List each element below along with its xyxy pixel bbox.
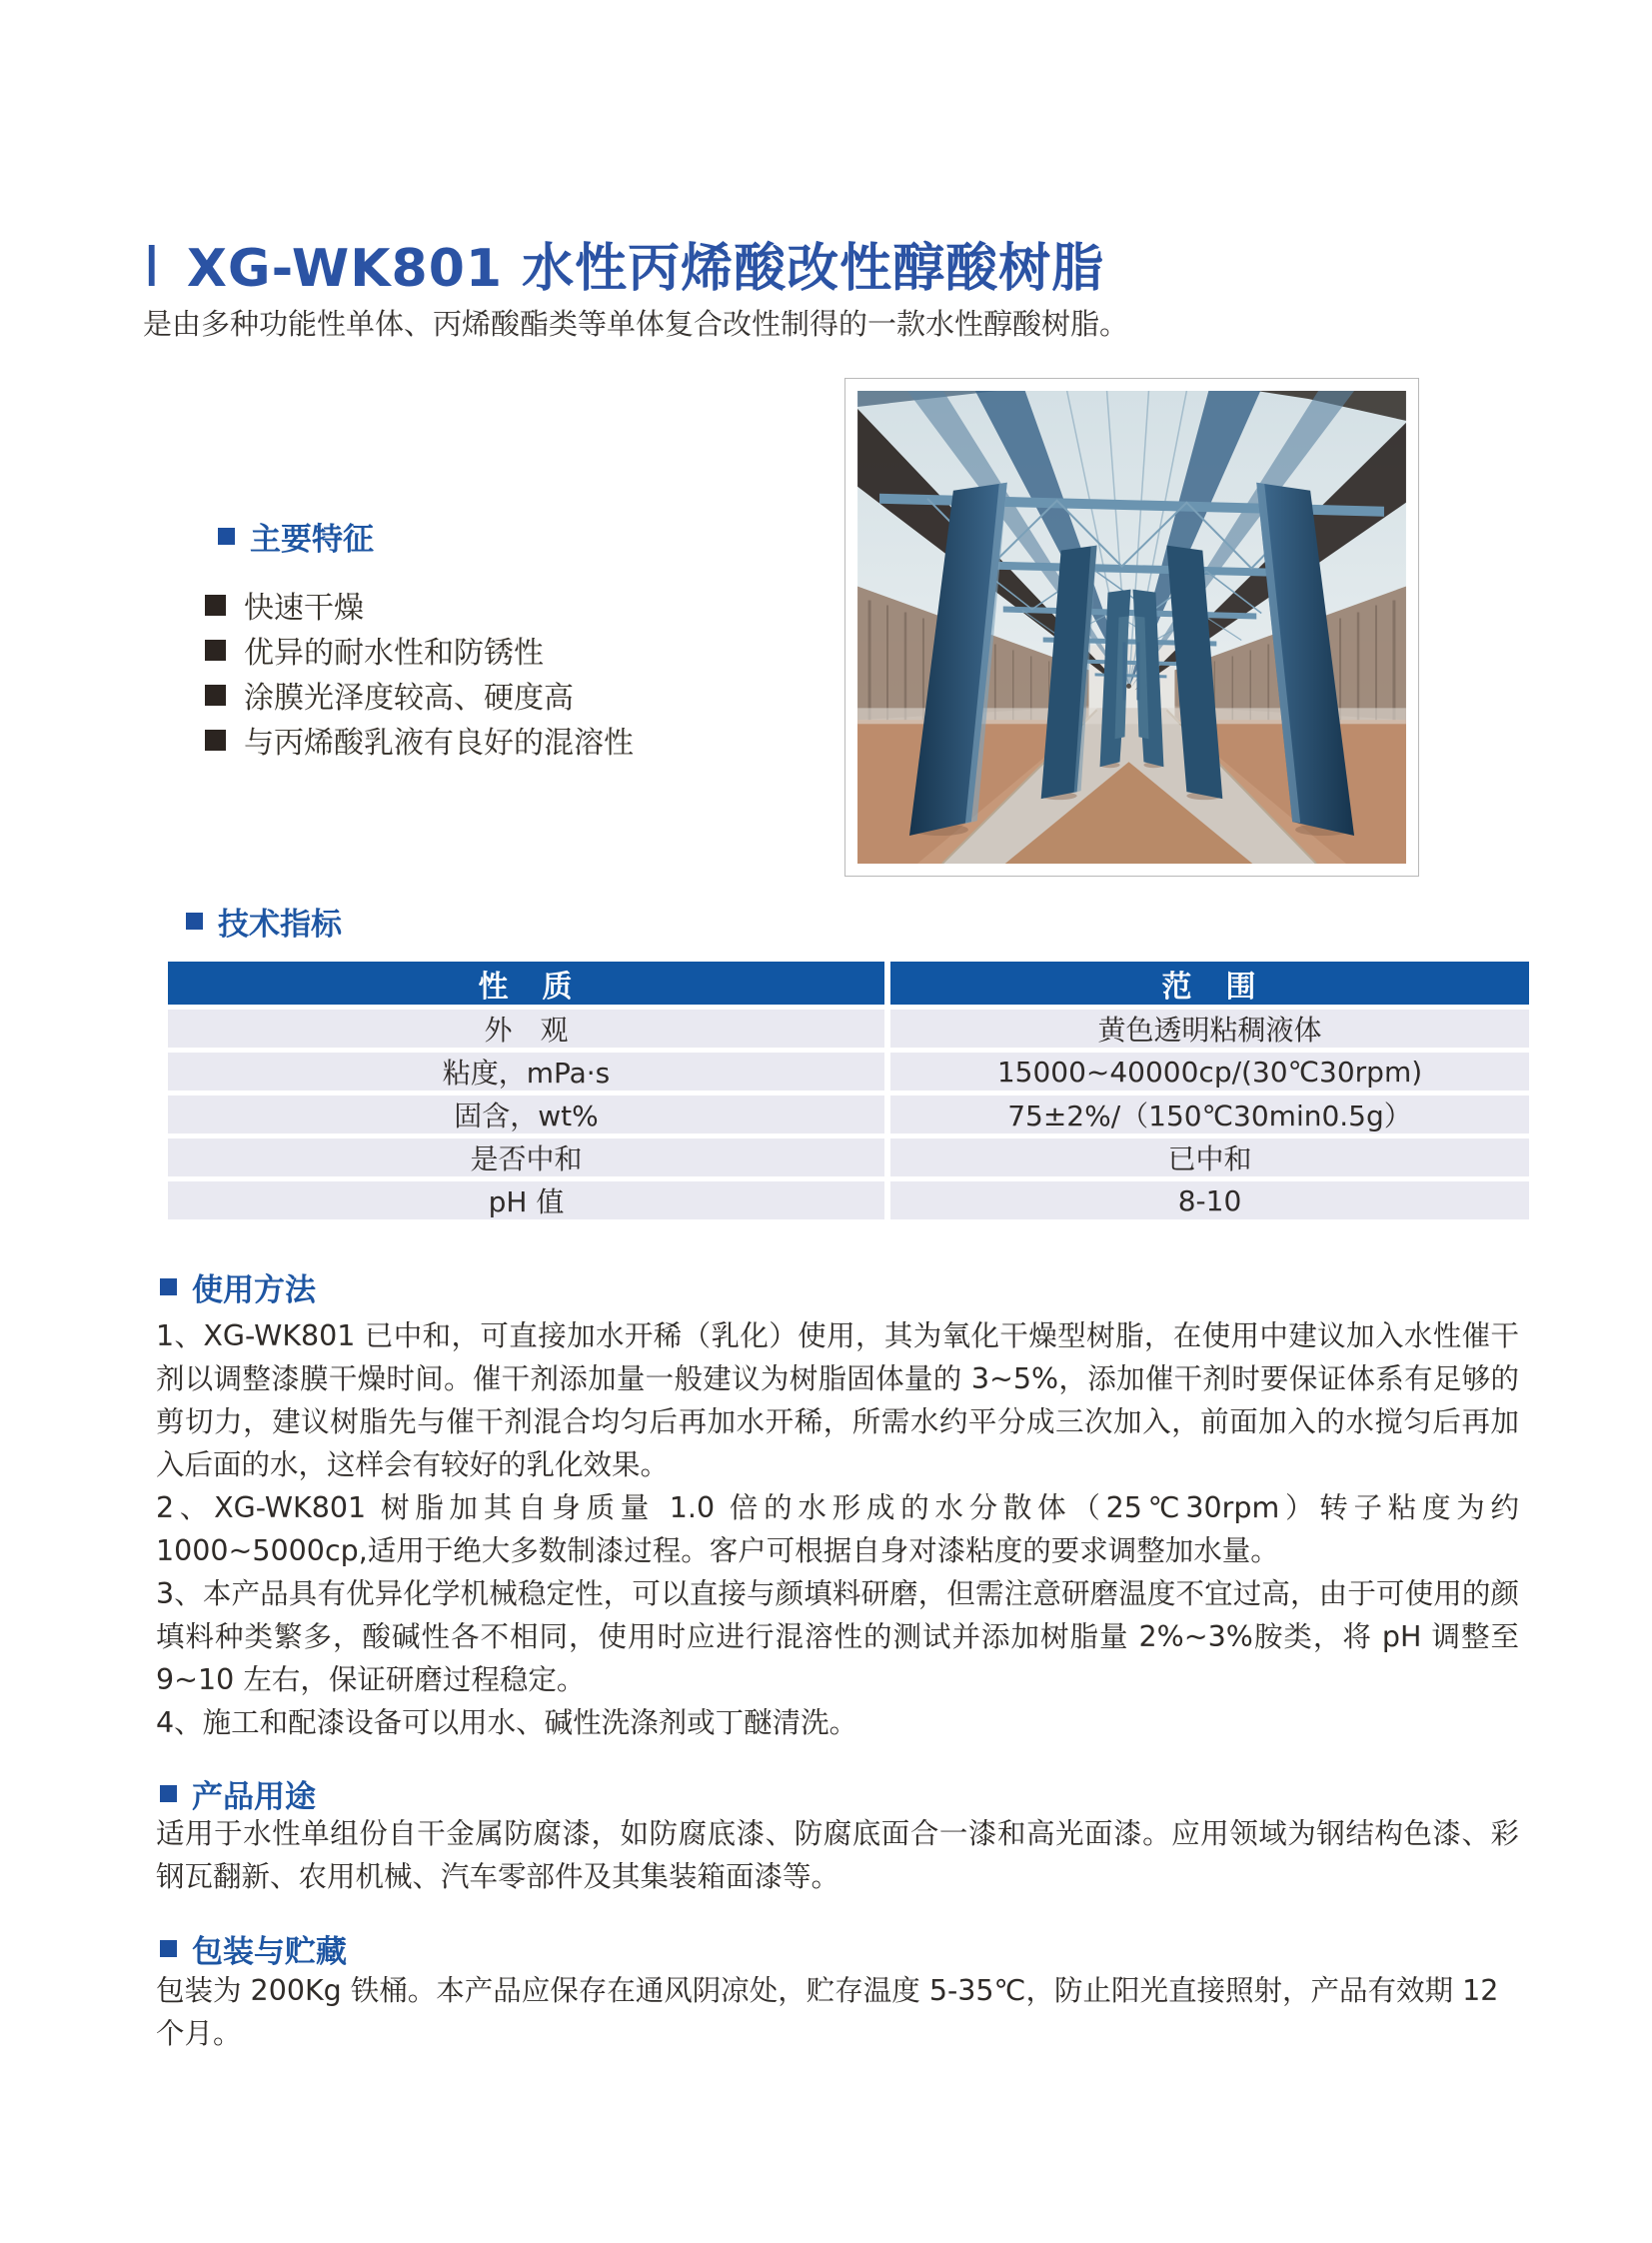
paragraph: 包装为 200Kg 铁桶。本产品应保存在通风阴凉处，贮存温度 5-35℃，防止阳光直接照射，产品有效期 12 个月。 xyxy=(156,1974,1499,2050)
list-item xyxy=(205,634,634,671)
table-cell: 粘度，mPa·s xyxy=(168,1053,884,1091)
product-photo xyxy=(844,378,1419,877)
section-square-icon xyxy=(160,1785,177,1802)
paragraph: 4、施工和配漆设备可以用水、碱性洗涤剂或丁醚清洗。 xyxy=(156,1706,858,1739)
feature-text: 快速干燥 xyxy=(244,591,364,626)
table-cell: 黄色透明粘稠液体 xyxy=(890,1010,1529,1048)
list-item xyxy=(205,724,634,761)
section-heading-label: 技术指标 xyxy=(218,907,342,943)
page-title: XG-WK801 水性丙烯酸改性醇酸树脂 xyxy=(186,239,1105,299)
feature-text: 与丙烯酸乳液有良好的混溶性 xyxy=(244,726,634,761)
table-cell: 8-10 xyxy=(890,1181,1529,1219)
applications-paragraph xyxy=(156,1812,1519,1898)
section-heading-packaging xyxy=(160,1926,347,1971)
list-item xyxy=(205,679,634,716)
section-heading-features xyxy=(218,514,374,559)
table-cell: 固含，wt% xyxy=(168,1096,884,1133)
paragraph: 3、本产品具有优异化学机械稳定性，可以直接与颜填料研磨，但需注意研磨温度不宜过高，由于可使用的颜填料种类繁多，酸碱性各不相同，使用时应进行混溶性的测试并添加树脂量 2%~3%胺类，将 pH 调整至 9~10 左右，保证研磨过程稳定。 xyxy=(156,1577,1519,1696)
feature-text: 优异的耐水性和防锈性 xyxy=(244,636,544,671)
table-cell: 已中和 xyxy=(890,1138,1529,1176)
section-heading-usage xyxy=(160,1264,316,1309)
paragraph: 1、XG-WK801 已中和，可直接加水开稀（乳化）使用，其为氧化干燥型树脂，在使用中建议加入水性催干剂以调整漆膜干燥时间。催干剂添加量一般建议为树脂固体量的 3~5%，添加催干剂时要保证体系有足够的剪切力，建议树脂先与催干剂混合均匀后再加水开稀，所需水约平分成三次加入，前面加入的水搅匀后再加入后面的水，这样会有较好的乳化效果。 xyxy=(156,1319,1519,1481)
section-square-icon xyxy=(218,528,235,545)
section-heading-label: 使用方法 xyxy=(192,1272,316,1308)
table-header-property: 性 质 xyxy=(168,962,884,1005)
section-heading-label: 产品用途 xyxy=(192,1779,316,1815)
section-square-icon xyxy=(186,913,203,930)
section-heading-label: 包装与贮藏 xyxy=(192,1934,347,1970)
section-heading-label: 主要特征 xyxy=(250,522,374,558)
table-cell: 75±2%/（150℃30min0.5g） xyxy=(890,1096,1529,1133)
table-cell: pH 值 xyxy=(168,1181,884,1219)
steel-structure-illustration xyxy=(857,391,1406,864)
usage-paragraphs xyxy=(156,1314,1519,1744)
section-square-icon xyxy=(160,1278,177,1295)
bullet-square-icon xyxy=(205,640,226,661)
bullet-square-icon xyxy=(205,595,226,616)
table-cell: 15000~40000cp/(30℃30rpm) xyxy=(890,1053,1529,1091)
table-header-range: 范 围 xyxy=(890,962,1529,1005)
bullet-square-icon xyxy=(205,685,226,706)
paragraph: 适用于水性单组份自干金属防腐漆，如防腐底漆、防腐底面合一漆和高光面漆。应用领域为钢结构色漆、彩钢瓦翻新、农用机械、汽车零部件及其集装箱面漆等。 xyxy=(156,1817,1519,1893)
section-square-icon xyxy=(160,1940,177,1957)
table-cell: 外 观 xyxy=(168,1010,884,1048)
feature-text: 涂膜光泽度较高、硬度高 xyxy=(244,681,574,716)
features-list xyxy=(205,589,634,769)
bullet-square-icon xyxy=(205,730,226,751)
page-subtitle: 是由多种功能性单体、丙烯酸酯类等单体复合改性制得的一款水性醇酸树脂。 xyxy=(143,307,1129,341)
paragraph: 2、XG-WK801 树脂加其自身质量 1.0 倍的水形成的水分散体（25℃30rpm）转子粘度为约 1000~5000cp,适用于绝大多数制漆过程。客户可根据自身对漆粘度的要求调整加水量。 xyxy=(156,1491,1519,1567)
section-heading-applications xyxy=(160,1771,316,1816)
table-cell: 是否中和 xyxy=(168,1138,884,1176)
page-title-row xyxy=(146,226,1104,301)
spec-table xyxy=(168,962,1529,1219)
title-index-bar: Ⅰ xyxy=(146,235,158,300)
packaging-paragraph xyxy=(156,1969,1535,2055)
section-heading-specs xyxy=(186,899,342,944)
list-item xyxy=(205,589,634,626)
